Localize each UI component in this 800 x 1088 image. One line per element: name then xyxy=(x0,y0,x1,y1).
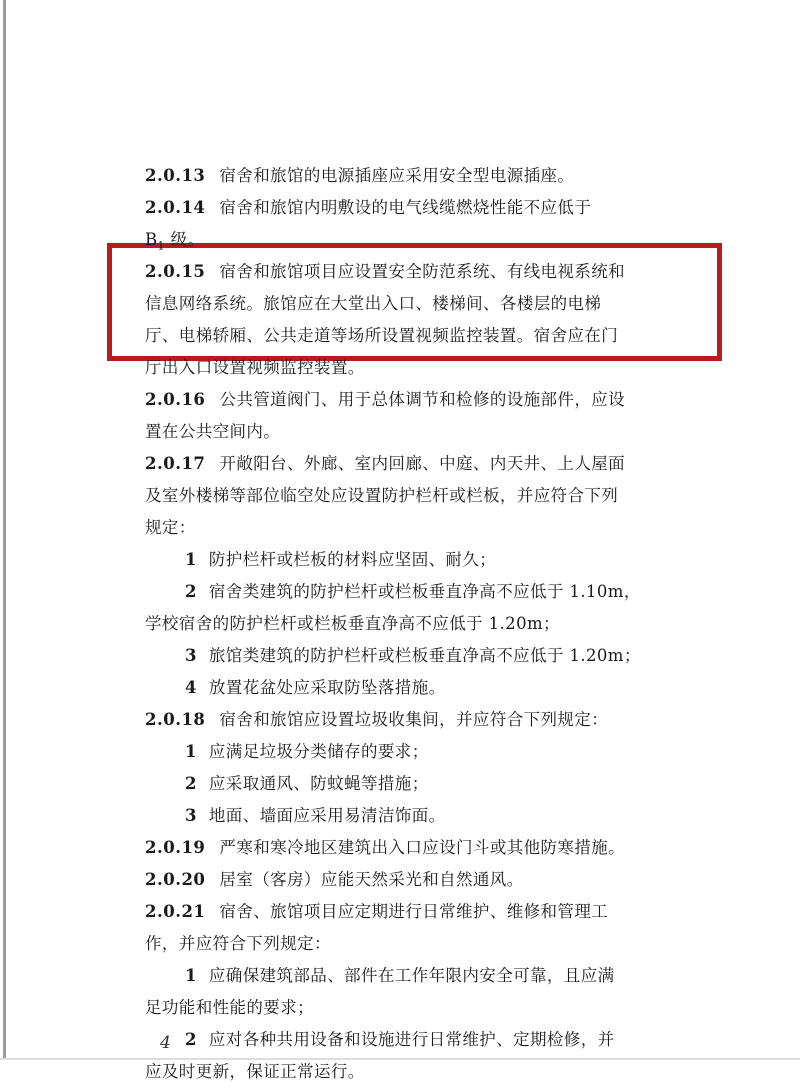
clause-text-line: 作，并应符合下列规定： xyxy=(145,934,331,953)
list-item: 1 防护栏杆或栏板的材料应坚固、耐久； xyxy=(185,550,497,569)
clause-text-line: 足功能和性能的要求； xyxy=(145,998,314,1017)
clause-2-0-13: 2.0.13 宿舍和旅馆的电源插座应采用安全型电源插座。 xyxy=(145,166,575,185)
list-item: 1 应确保建筑部品、部件在工作年限内安全可靠，且应满 xyxy=(185,966,615,985)
clause-text-line: 厅出入口设置视频监控装置。 xyxy=(145,358,365,377)
clause-text-line: 置在公共空间内。 xyxy=(145,422,281,441)
list-item: 3 旅馆类建筑的防护栏杆或栏板垂直净高不应低于 1.20m； xyxy=(185,646,641,665)
clause-2-0-16: 2.0.16 公共管道阀门、用于总体调节和检修的设施部件，应设 xyxy=(145,390,626,409)
clause-2-0-14: 2.0.14 宿舍和旅馆内明敷设的电气线缆燃烧性能不应低于 xyxy=(145,198,592,217)
page-number: 4 xyxy=(160,1033,171,1053)
clause-2-0-17: 2.0.17 开敞阳台、外廊、室内回廊、中庭、内天井、上人屋面 xyxy=(145,454,626,473)
clause-text-line: 及室外楼梯等部位临空处应设置防护栏杆或栏板，并应符合下列 xyxy=(145,486,619,505)
clause-text-line: 信息网络系统。旅馆应在大堂出入口、楼梯间、各楼层的电梯 xyxy=(145,294,602,313)
clause-2-0-15: 2.0.15 宿舍和旅馆项目应设置安全防范系统、有线电视系统和 xyxy=(145,262,626,281)
clause-text-line: 学校宿舍的防护栏杆或栏板垂直净高不应低于 1.20m； xyxy=(145,614,560,633)
list-item: 3 地面、墙面应采用易清洁饰面。 xyxy=(185,806,446,825)
list-item: 2 宿舍类建筑的防护栏杆或栏板垂直净高不应低于 1.10m， xyxy=(185,582,641,601)
clause-text-line: $B_1$ 级。 xyxy=(145,230,205,253)
clause-2-0-18: 2.0.18 宿舍和旅馆应设置垃圾收集间，并应符合下列规定： xyxy=(145,710,609,729)
clause-2-0-19: 2.0.19 严寒和寒冷地区建筑出入口应设门斗或其他防寒措施。 xyxy=(145,838,626,857)
clause-text-line: 规定： xyxy=(145,518,196,537)
list-item: 2 应采取通风、防蚊蝇等措施； xyxy=(185,774,429,793)
list-item: 1 应满足垃圾分类储存的要求； xyxy=(185,742,429,761)
page-edge-rule xyxy=(3,0,6,1060)
list-item: 2 应对各种共用设备和设施进行日常维护、定期检修，并 xyxy=(185,1030,615,1049)
clause-text-line: 应及时更新，保证正常运行。 xyxy=(145,1062,365,1081)
clause-2-0-21: 2.0.21 宿舍、旅馆项目应定期进行日常维护、维修和管理工 xyxy=(145,902,609,921)
clause-2-0-20: 2.0.20 居室（客房）应能天然采光和自然通风。 xyxy=(145,870,524,889)
list-item: 4 放置花盆处应采取防坠落措施。 xyxy=(185,678,446,697)
clause-text-line: 厅、电梯轿厢、公共走道等场所设置视频监控装置。宿舍应在门 xyxy=(145,326,619,345)
